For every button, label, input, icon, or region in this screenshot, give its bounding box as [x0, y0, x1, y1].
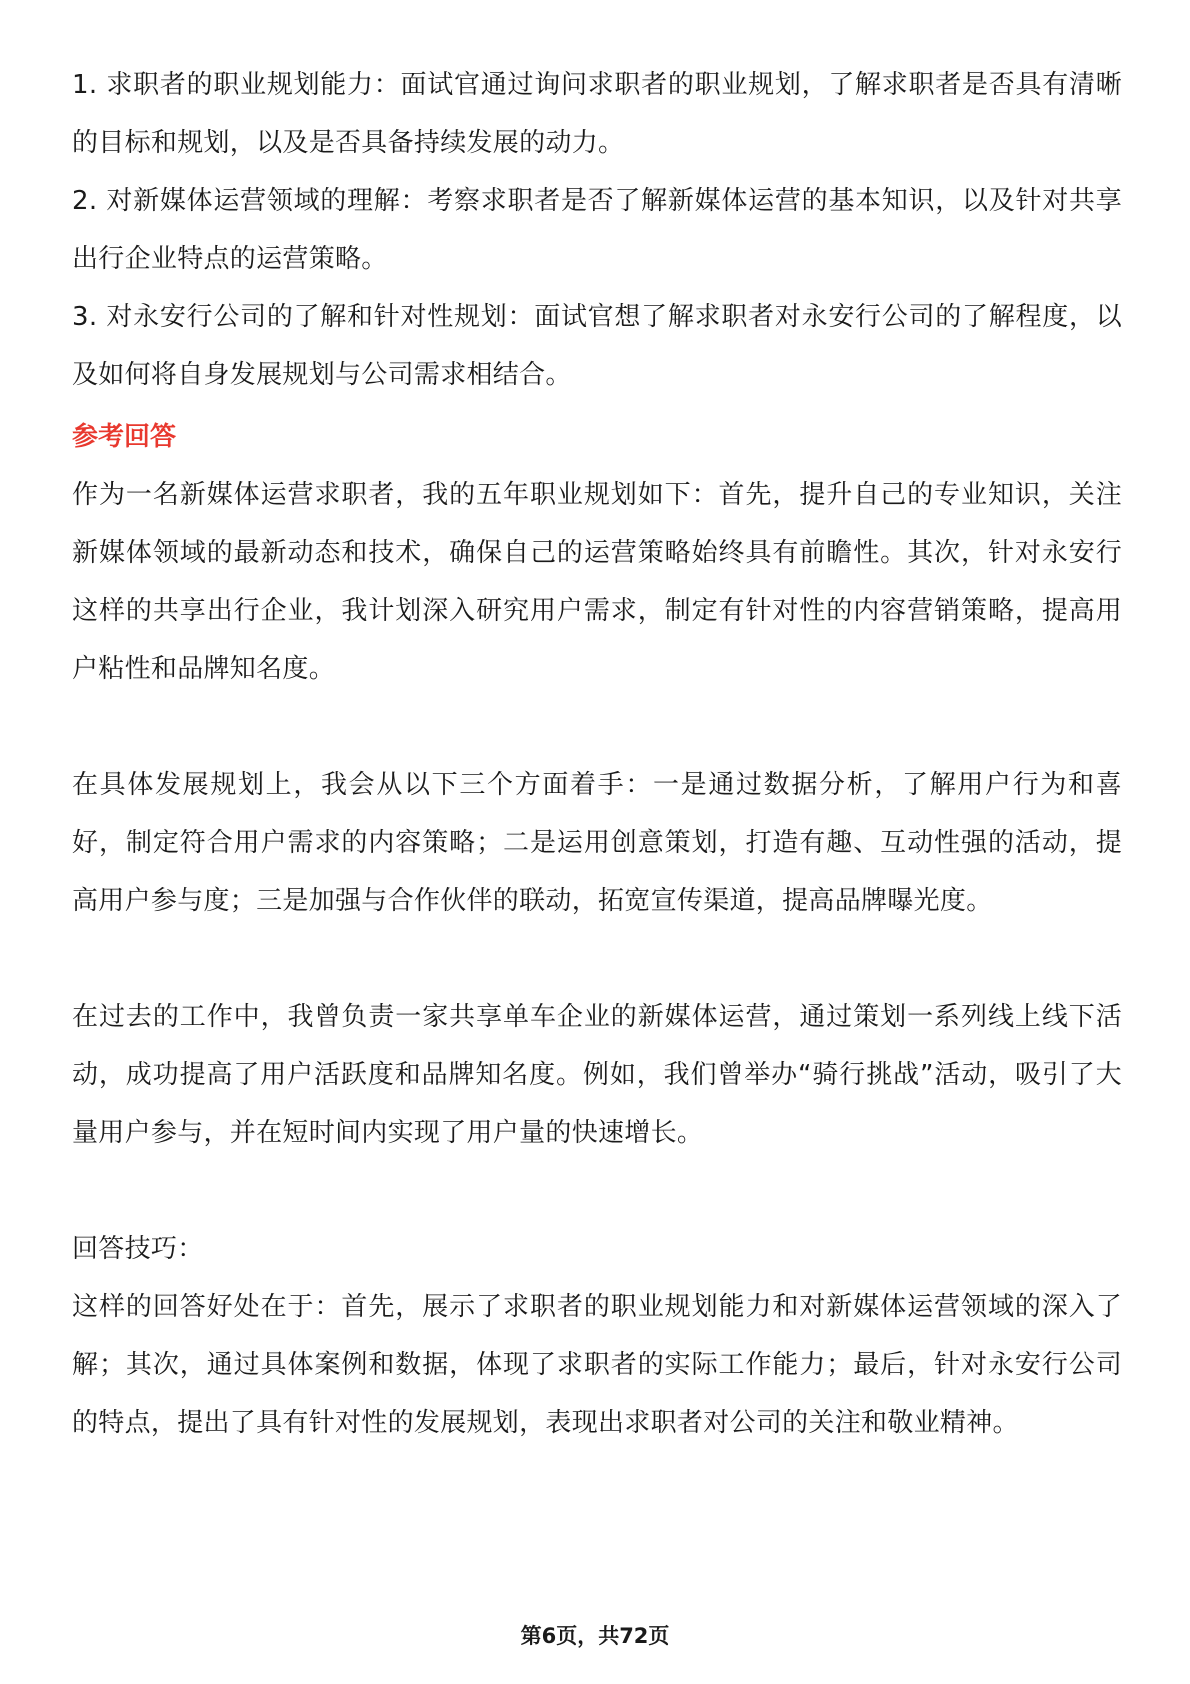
document-body	[72, 56, 1122, 1452]
point-3: 3. 对永安行公司的了解和针对性规划：面试官想了解求职者对永安行公司的了解程度，以及如何将自身发展规划与公司需求相结合。	[72, 302, 1122, 390]
tips-body: 这样的回答好处在于：首先，展示了求职者的职业规划能力和对新媒体运营领域的深入了解；其次，通过具体案例和数据，体现了求职者的实际工作能力；最后，针对永安行公司的特点，提出了具有针对性的发展规划，表现出求职者对公司的关注和敬业精神。	[72, 1292, 1122, 1438]
page-number: 第6页，共72页	[520, 1624, 670, 1648]
paragraph-gap	[72, 1162, 1122, 1220]
reference-paragraph-3: 在过去的工作中，我曾负责一家共享单车企业的新媒体运营，通过策划一系列线上线下活动，成功提高了用户活跃度和品牌知名度。例如，我们曾举办“骑行挑战”活动，吸引了大量用户参与，并在短时间内实现了用户量的快速增长。	[72, 1002, 1122, 1148]
tips-title: 回答技巧：	[72, 1234, 204, 1264]
paragraph-gap	[72, 698, 1122, 756]
reference-paragraph-1: 作为一名新媒体运营求职者，我的五年职业规划如下：首先，提升自己的专业知识，关注新媒体领域的最新动态和技术，确保自己的运营策略始终具有前瞻性。其次，针对永安行这样的共享出行企业，我计划深入研究用户需求，制定有针对性的内容营销策略，提高用户粘性和品牌知名度。	[72, 480, 1122, 684]
paragraph-gap	[72, 930, 1122, 988]
reference-answer-title: 参考回答	[72, 422, 177, 452]
point-1: 1. 求职者的职业规划能力：面试官通过询问求职者的职业规划，了解求职者是否具有清晰的目标和规划，以及是否具备持续发展的动力。	[72, 70, 1122, 158]
reference-paragraph-2: 在具体发展规划上，我会从以下三个方面着手：一是通过数据分析，了解用户行为和喜好，制定符合用户需求的内容策略；二是运用创意策划，打造有趣、互动性强的活动，提高用户参与度；三是加强与合作伙伴的联动，拓宽宣传渠道，提高品牌曝光度。	[72, 770, 1122, 916]
point-2: 2. 对新媒体运营领域的理解：考察求职者是否了解新媒体运营的基本知识，以及针对共享出行企业特点的运营策略。	[72, 186, 1122, 274]
